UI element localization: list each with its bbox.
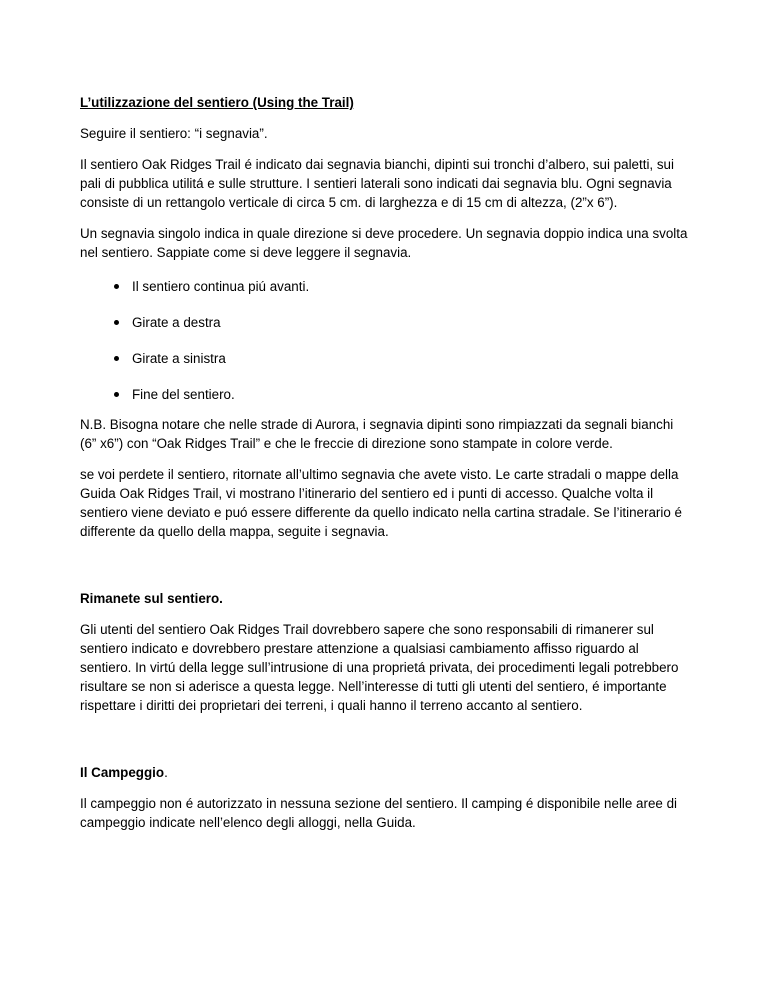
bullet-icon [114, 356, 119, 361]
list-item [80, 313, 692, 332]
list-item-text: Girate a destra [132, 315, 221, 330]
section-heading-camping-text: Il Campeggio [80, 765, 165, 780]
paragraph-stay-on-trail: Gli utenti del sentiero Oak Ridges Trail dovrebbero sapere che sono responsabili di rimanerer sul sentiero indicato e dovrebbero prestare attenzione a qualsiasi cambiamento affisso riguardo al sentiero. In virtú della legge sull’intrusione di una proprietá privata, dei procedimenti legali potrebbero risultare se non si aderisce a questa legge. Nell’interesse di tutti gli utenti del sentiero, é importante rispettare i diritti dei proprietari dei terreni, i quali hanno il terreno accanto al sentiero. [80, 622, 679, 713]
spacer [80, 727, 692, 763]
paragraph-aurora-note: N.B. Bisogna notare che nelle strade di Aurora, i segnavia dipinti sono rimpiazzati da segnali bianchi (6” x6”) con “Oak Ridges Trail” e che le freccie di direzione sono stampate in colore verde. [80, 417, 674, 451]
document-title: L’utilizzazione del sentiero (Using the Trail) [80, 95, 354, 110]
paragraph-trail-markers: Il sentiero Oak Ridges Trail é indicato dai segnavia bianchi, dipinti sui tronchi d’albero, sui paletti, sui pali di pubblica utilitá e sulle strutture. I sentieri laterali sono indicati dai segnavia blu. Ogni segnavia consiste di un rettangolo verticale di circa 5 cm. di larghezza e di 15 cm di altezza, (2”x 6”). [80, 157, 674, 210]
paragraph-single-double-marker: Un segnavia singolo indica in quale direzione si deve procedere. Un segnavia doppio indica una svolta nel sentiero. Sappiate come si deve leggere il segnavia. [80, 226, 688, 260]
list-item-text: Girate a sinistra [132, 351, 226, 366]
list-item [80, 277, 692, 296]
marker-meaning-list [80, 277, 692, 404]
section-heading-camping [80, 763, 692, 782]
list-item-text: Fine del sentiero. [132, 387, 235, 402]
document-content [80, 93, 692, 844]
section-heading-stay-on-trail: Rimanete sul sentiero. [80, 591, 223, 606]
paragraph-camping: Il campeggio non é autorizzato in nessuna sezione del sentiero. Il camping é disponibile nelle aree di campeggio indicate nell’elenco degli alloggi, nella Guida. [80, 796, 678, 830]
bullet-icon [114, 320, 119, 325]
section-heading-camping-period: . [164, 765, 168, 780]
bullet-icon [114, 284, 119, 289]
list-item [80, 349, 692, 368]
paragraph-lost-trail: se voi perdete il sentiero, ritornate all’ultimo segnavia che avete visto. Le carte stradali o mappe della Guida Oak Ridges Trail, vi mostrano l’itinerario del sentiero ed i punti di accesso. Qualche volta il sentiero viene deviato e puó essere differente da quello indicato nella cartina stradale. Se l’itinerario é differente da quello della mappa, seguite i segnavia. [80, 467, 682, 539]
spacer [80, 553, 692, 589]
paragraph-follow-trail: Seguire il sentiero: “i segnavia”. [80, 126, 268, 141]
list-item [80, 385, 692, 404]
list-item-text: Il sentiero continua piú avanti. [132, 279, 310, 294]
bullet-icon [114, 392, 119, 397]
